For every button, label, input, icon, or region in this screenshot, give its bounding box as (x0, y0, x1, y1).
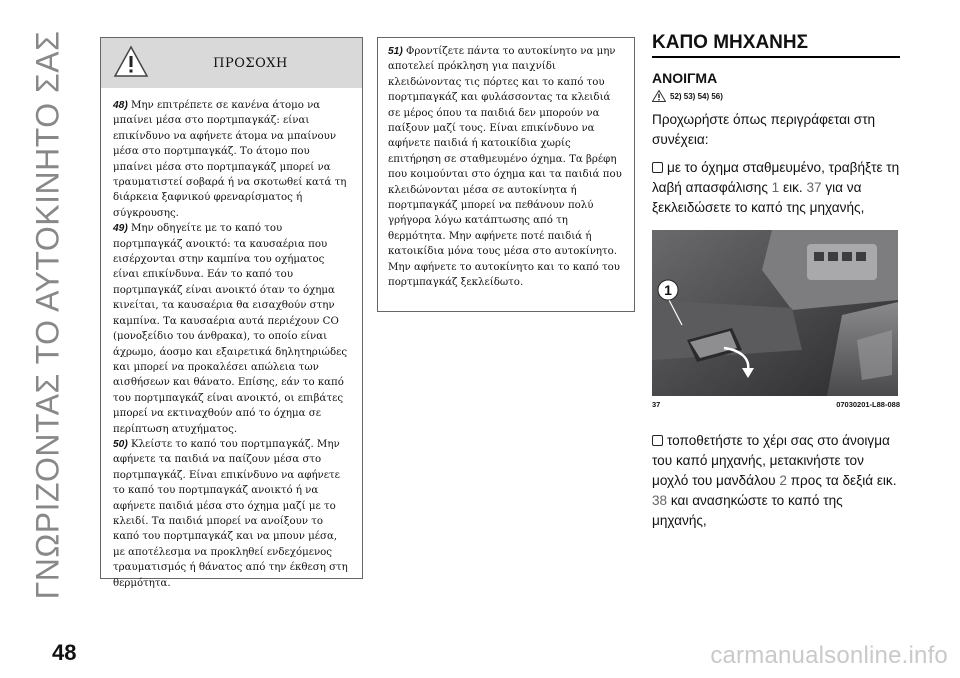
side-title (18, 20, 78, 610)
note-number: 50) (113, 438, 128, 450)
ref-number: 2 (779, 473, 787, 488)
warning-paragraph (113, 98, 350, 221)
warning-paragraph (388, 44, 624, 291)
note-number: 48) (113, 100, 128, 111)
warning-box-continued (377, 37, 635, 312)
hood-release-illustration (652, 230, 898, 396)
warning-box (100, 37, 363, 589)
figure-hood-release (652, 230, 898, 396)
note-text: Μην οδηγείτε με το καπό του πορτμπαγκάζ ανοικτό: τα καυσαέρια που εισέρχονται στην καμπίνα του οχήματος είναι επικίνδυνα. Εάν το καπό του πορτμπαγκάζ είναι ανοικτό όταν το όχημα κινείται, τα καυσαέρια θα εισαχθούν στην καμπίνα. Τα καυσαέρια αυτά περιέχουν CO (μονοξείδιο του άνθρακα), το οποίο είναι άχρωμο, άοσμο και εξαιρετικά δηλητηριώδες και μπορεί να προκαλέσει απώλεια των αισθήσεων και θάνατο. Επίσης, εάν το καπό του πορτμπαγκάζ είναι ανοικτό, οι επιβάτες μπορεί να εκτιναχθούν από το όχημα σε περίπτωση ατυχήματος. (113, 223, 348, 435)
note-text: Κλείστε το καπό του πορτμπαγκάζ. Μην αφήνετε τα παιδιά να παίζουν μέσα στο πορτμπαγκάζ. Είναι επικίνδυνο να αφήνετε το καπό του πορτμπαγκάζ ανοικτό ή να αφήνετε παιδιά μέσα στο όχημα μαζί με το κλειδί. Τα παιδιά μπορεί να ανοίξουν το καπό του πορτμπαγκάζ και να μπουν μέσα, με αποτέλεσμα να προκληθεί ενδεχόμενος τραυματισμός ή θάνατος από την έκθεση στη θερμότητα. (113, 438, 348, 589)
figure-ref: 38 (652, 493, 668, 508)
intro-text: Προχωρήστε όπως περιγράφεται στη συνέχεια: (652, 112, 876, 147)
ref-number: 1 (771, 180, 780, 195)
page-number: 48 (52, 640, 77, 665)
step-2-text: τοποθετήστε το χέρι σας στο άνοιγμα του καπό μηχανής, μετακινήστε τον μοχλό του μανδάλου (652, 433, 890, 488)
warning-triangle-icon (113, 45, 149, 79)
callout-label: 1 (664, 282, 672, 298)
note-text: Μην επιτρέπετε σε κανένα άτομο να μπαίνει μέσα στο πορτμπαγκάζ: είναι επικίνδυνο να αφήνετε άτομα να μπαίνουν μέσα στο πορτμπαγκάζ. Το άτομο που μπαίνει μέσα στο πορτμπαγκάζ μπορεί να τραυματιστεί σοβαρά ή να σκοτωθεί κατά τη διάρκεια ξαφνικού φρεναρίσματος ή σύγκρουσης. (113, 100, 347, 219)
hood-section (652, 32, 900, 531)
figure-number: 37 (652, 400, 661, 409)
checkbox-bullet-icon (652, 435, 663, 446)
step-1 (652, 158, 900, 218)
section-title: ΚΑΠΟ ΜΗΧΑΝΗΣ (652, 32, 900, 58)
step-1-text: εικ. (779, 180, 807, 195)
note-text: Φροντίζετε πάντα το αυτοκίνητο να μην αποτελεί πρόκληση για παιχνίδι κλειδώνοντας τις πόρτες και το καπό του πορτμπαγκάζ και φυλάσσοντας τα κλειδιά σε μέρος όπου τα παιδιά δεν μπορούν να παίξουν μαζί τους. Είναι επικίνδυνο να αφήνετε παιδιά ή κατοικίδια χωρίς επιτήρηση σε σταθμευμένο όχημα. Τα βρέφη που κοιμούνται στο όχημα και τα παιδιά που κλειδώνονται μέσα σε αυτοκίνητα ή πορτμπαγκάζ μπορεί να πεθάνουν πολύ γρήγορα λόγω κατάπτωσης από τη θερμότητα. Μην αφήνετε ποτέ παιδιά ή κατοικίδια μόνα τους μέσα στο αυτοκίνητο. Μην αφήνετε το αυτοκίνητο και το καπό του πορτμπαγκάζ ξεκλείδωτο. (388, 46, 622, 289)
warning-body (101, 88, 362, 591)
warning-title: ΠΡΟΣΟΧΗ (213, 55, 288, 71)
warning-references (652, 90, 900, 102)
step-2 (652, 431, 900, 531)
step-2-text: και ανασηκώστε το καπό της μηχανής, (652, 493, 843, 528)
figure-code: 07030201-L88-088 (836, 400, 900, 409)
figure-caption (652, 400, 900, 409)
note-number: 51) (388, 46, 403, 57)
warning-paragraph (113, 437, 350, 591)
side-title-text: ΓΝΩΡΙΖΟΝΤΑΣ ΤΟ ΑΥΤΟΚΙΝΗΤΟ ΣΑΣ (29, 30, 66, 600)
warning-header (101, 38, 362, 88)
subsection-title: ΑΝΟΙΓΜΑ (652, 70, 718, 86)
note-number: 49) (113, 223, 128, 235)
figure-ref: 37 (806, 180, 822, 195)
watermark: carmanualsonline.info (710, 642, 948, 669)
warning-small-icon (652, 90, 666, 102)
step-1-text: για να ξεκλειδώσετε το καπό της μηχανής, (652, 180, 865, 215)
references-text: 52) 53) 54) 56) (670, 91, 723, 101)
step-1-text: με το όχημα σταθμευμένο, τραβήξτε τη λαβή απασφάλισης (652, 160, 900, 195)
checkbox-bullet-icon (652, 162, 663, 173)
step-2-text: προς τα δεξιά εικ. (786, 473, 897, 488)
warning-paragraph (113, 221, 350, 437)
